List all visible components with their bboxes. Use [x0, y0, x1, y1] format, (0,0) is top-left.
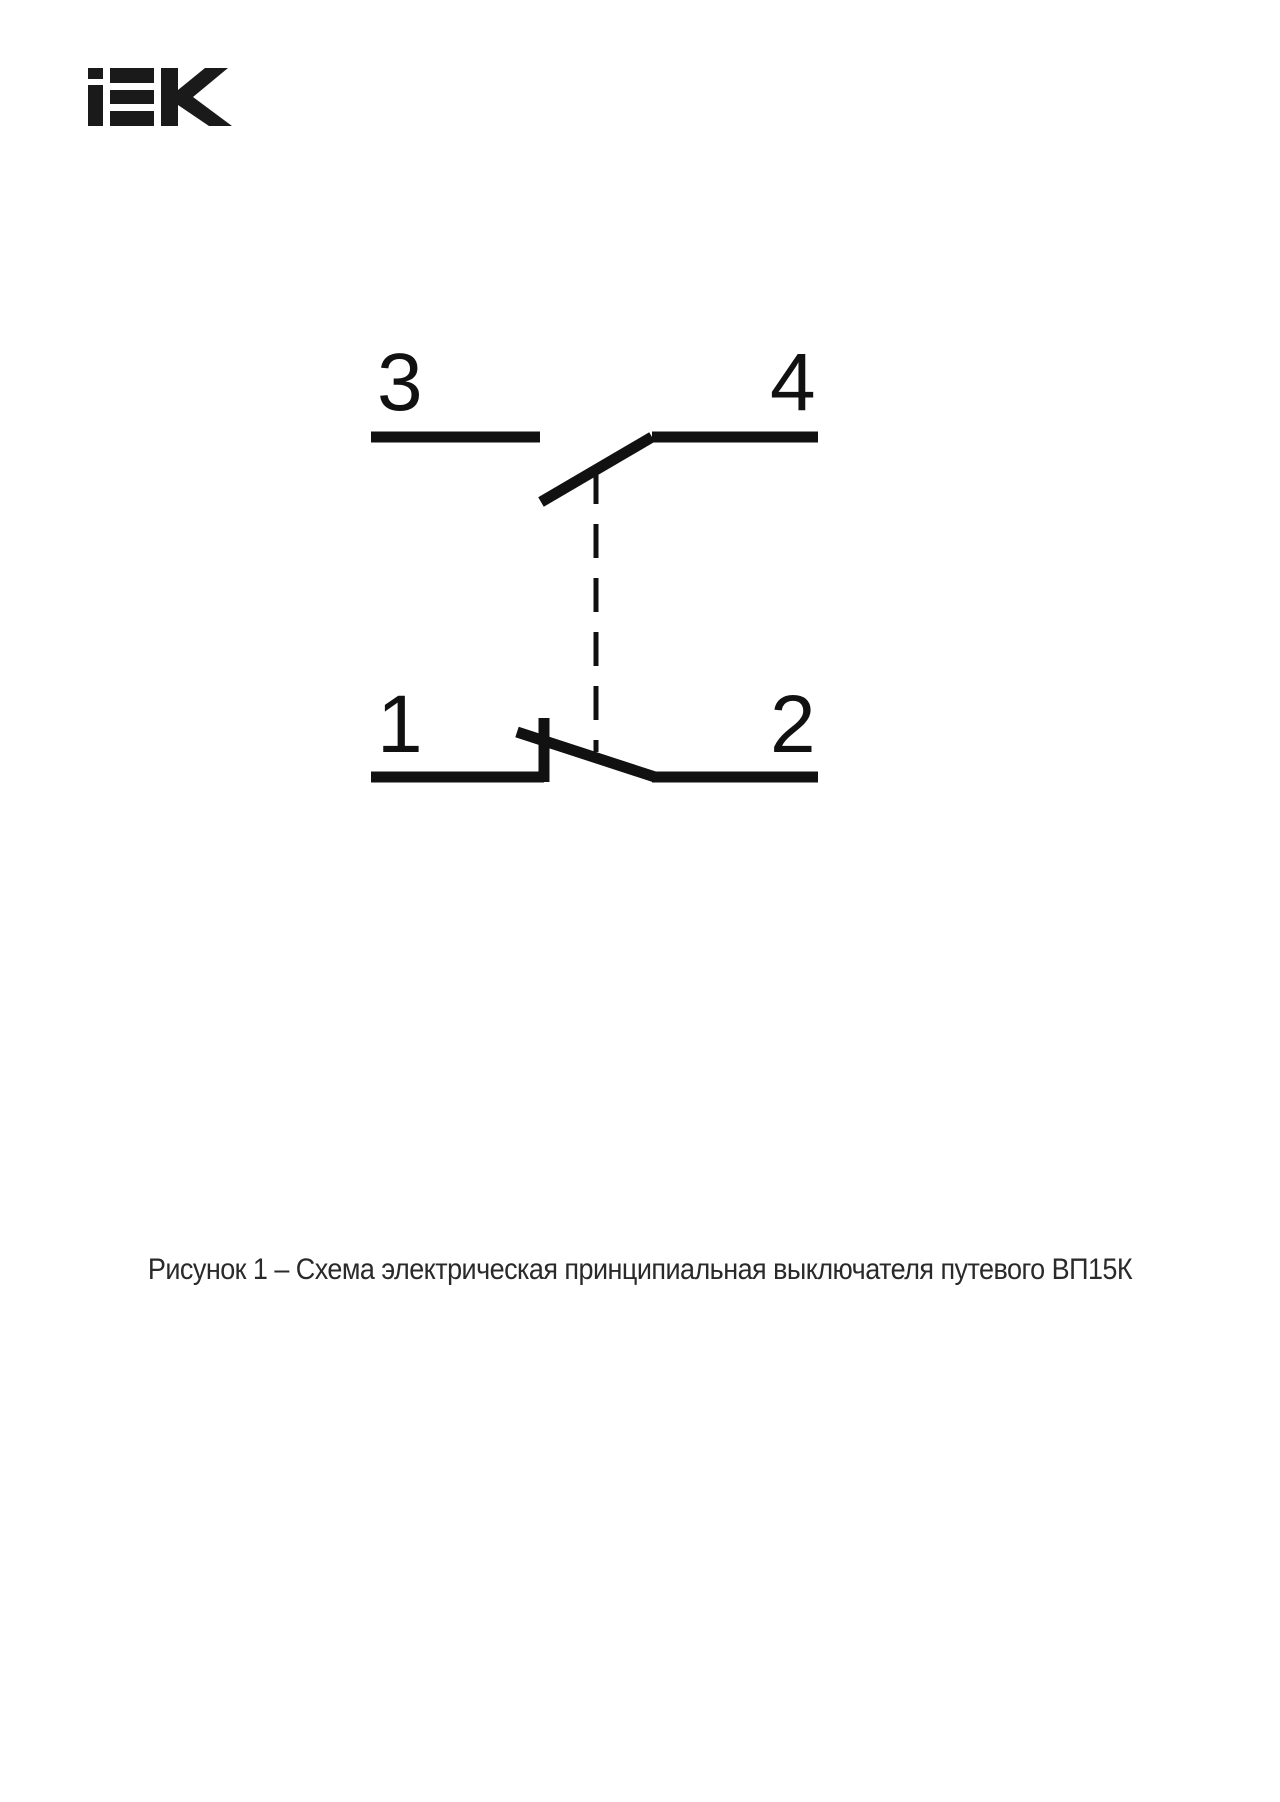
terminal-label-4: 4 [770, 337, 816, 428]
terminal-label-1: 1 [377, 679, 423, 770]
terminal-label-2: 2 [770, 679, 816, 770]
contact-blade-nc [517, 732, 655, 777]
terminal-label-3: 3 [377, 337, 423, 428]
figure-caption: Рисунок 1 – Схема электрическая принципиальная выключателя путевого ВП15К [147, 1253, 1133, 1286]
